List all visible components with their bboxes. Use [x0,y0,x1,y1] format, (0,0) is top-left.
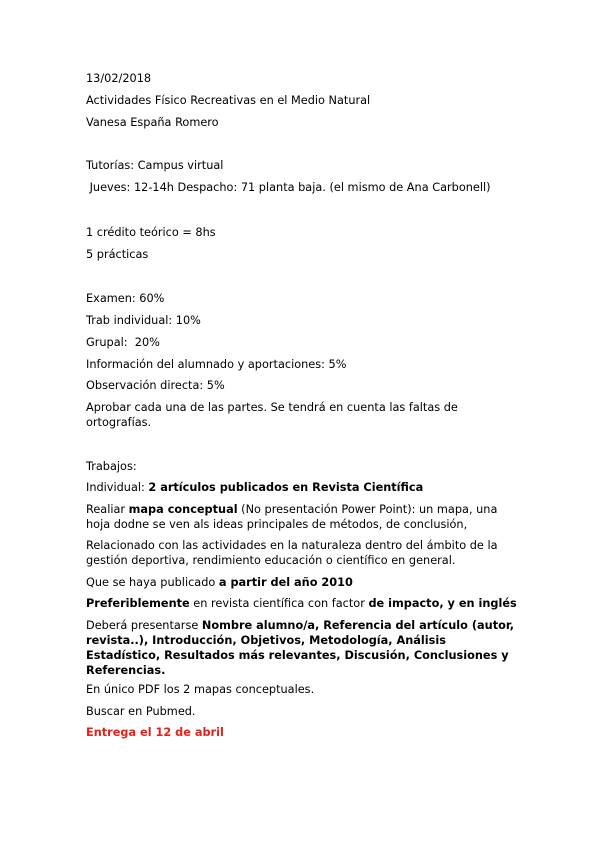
works-search: Buscar en Pubmed. [86,705,196,718]
works-presentation [86,618,516,678]
course-title: Actividades Físico Recreativas en el Medio Natural [86,94,371,107]
works-map-bold: mapa conceptual [128,503,238,516]
works-map-rest: (No presentación Power Point): un mapa, una hoja dodne se ven als ideas principales de métodos, de conclusión, [86,503,498,531]
eval-pass-note: Aprobar cada una de las partes. Se tendrá en cuenta las faltas de ortografías. [86,401,458,429]
works-preference [86,596,516,611]
teacher-name: Vanesa España Romero [86,116,219,129]
eval-info: Información del alumnado y aportaciones: 5% [86,358,347,371]
works-deadline: Entrega el 12 de abril [86,726,224,739]
works-individual [86,480,516,495]
works-map-prefix: Realiar [86,503,129,516]
eval-observation: Observación directa: 5% [86,379,225,392]
works-published-bold: a partir del año 2010 [218,576,353,589]
works-present-prefix: Deberá presentarse [86,619,202,632]
works-pref-bold: Preferiblemente [86,597,190,610]
credit-line: 1 crédito teórico = 8hs [86,226,216,239]
works-pdf: En único PDF los 2 mapas conceptuales. [86,683,315,696]
works-pref-mid: en revista científica con factor [189,597,369,610]
tutoring-schedule: Jueves: 12-14h Despacho: 71 planta baja. (el mismo de Ana Carbonell) [86,181,491,194]
works-published-prefix: Que se haya publicado [86,576,219,589]
works-pref-bold2: de impacto, y en inglés [368,597,517,610]
works-published [86,575,516,590]
works-related: Relacionado con las actividades en la naturaleza dentro del ámbito de la gestión deportiva, rendimiento educación o científico en general. [86,539,498,567]
eval-exam: Examen: 60% [86,292,165,305]
works-present-bold: Nombre alumno/a, Referencia del artículo (autor, revista..), Introducción, Objetivos, Metodología, Análisis Estadístico, Resultados más relevantes, Discusión, Conclusiones y Referencias. [86,619,515,677]
eval-group: Grupal: 20% [86,336,160,349]
works-map [86,502,516,532]
eval-individual: Trab individual: 10% [86,314,201,327]
date: 13/02/2018 [86,72,152,85]
works-individual-bold: 2 artículos publicados en Revista Científica [148,481,424,494]
tutoring-line: Tutorías: Campus virtual [86,159,224,172]
works-individual-prefix: Individual: [86,481,149,494]
practices-line: 5 prácticas [86,248,149,261]
works-heading: Trabajos: [86,460,137,473]
